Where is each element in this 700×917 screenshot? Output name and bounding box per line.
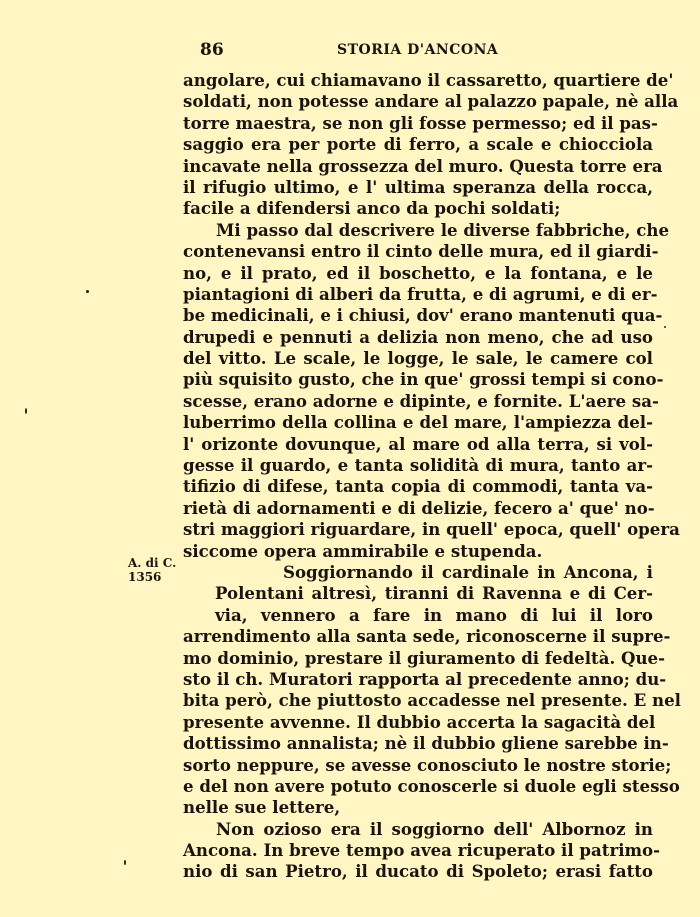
margin-note-label: A. di C. [128,556,177,570]
text-line: e del non avere potuto conoscerle si duole egli stesso [183,775,680,796]
ink-speck [25,408,27,414]
text-line: facile a difendersi anco da pochi soldati; [183,198,561,219]
text-line: Ancona. In breve tempo avea ricuperato il patrimo- [183,840,661,861]
body-text [183,70,681,883]
text-line: Soggiornando il cardinale in Ancona, i [283,561,653,582]
text-line: dottissimo annalista; nè il dubbio gliene sarebbe in- [183,733,669,754]
text-line: via, vennero a fare in mano di lui il loro [215,604,653,625]
text-line: Non ozioso era il soggiorno dell' Albornoz in [216,818,653,839]
text-line: piantagioni di alberi da frutta, e di agrumi, e di er- [183,283,658,304]
text-line: rietà di adornamenti e di delizie, fecero a' que' no- [183,497,655,518]
margin-note-year [128,556,176,584]
text-line: be medicinali, e i chiusi, dov' erano mantenuti qua- [183,305,663,326]
text-line: angolare, cui chiamavano il cassaretto, quartiere de' [183,70,674,90]
margin-note-year-value: 1356 [128,570,162,584]
text-line: mo dominio, prestare il giuramento di fedeltà. Que- [183,647,665,668]
text-line: luberrimo della collina e del mare, l'ampiezza del- [183,412,653,433]
text-line: stri maggiori riguardare, in quell' epoca, quell' opera [183,519,680,540]
text-line: del vitto. Le scale, le logge, le sale, le camere col [183,348,653,369]
text-line: presente avvenne. Il dubbio accerta la sagacità del [183,711,656,732]
text-line: gesse il guardo, e tanta solidità di mura, tanto ar- [183,455,653,476]
text-line: siccome opera ammirabile e stupenda. [183,540,543,561]
text-line: soldati, non potesse andare al palazzo papale, nè alla [183,91,679,112]
text-line: drupedi e pennuti a delizia non meno, che ad uso [183,326,653,347]
text-line: saggio era per porte di ferro, a scale e chiocciola [183,134,653,155]
text-line: sto il ch. Muratori rapporta al precedente anno; du- [183,668,667,689]
text-line: più squisito gusto, che in que' grossi tempi si cono- [183,369,664,390]
text-line: arrendimento alla santa sede, riconoscerne il supre- [183,626,671,647]
text-line: scesse, erano adorne e dipinte, e fornite. L'aere sa- [183,390,659,411]
running-title: STORIA D'ANCONA [337,42,499,58]
text-line: l' orizonte dovunque, al mare od alla terra, si vol- [183,433,653,454]
text-line: sorto neppure, se avesse conosciuto le nostre storie; [183,754,672,775]
text-line: Polentani altresì, tiranni di Ravenna e di Cer- [215,583,653,604]
ink-speck [124,860,126,865]
text-line: bita però, che piuttosto accadesse nel presente. E nel [183,690,681,711]
ink-speck [86,290,89,293]
text-line: Mi passo dal descrivere le diverse fabbriche, che [216,219,670,240]
text-line: nelle sue lettere, [183,797,341,818]
text-line: contenevansi entro il cinto delle mura, ed il giardi- [183,241,659,262]
text-line: il rifugio ultimo, e l' ultima speranza della rocca, [183,176,653,197]
ink-speck [664,326,666,328]
page-number: 86 [200,40,224,60]
text-line: nio di san Pietro, il ducato di Spoleto; erasi fatto [183,861,653,882]
text-line: incavate nella grossezza del muro. Questa torre era [183,155,663,176]
text-line: torre maestra, se non gli fosse permesso; ed il pas- [183,112,658,133]
text-line: no, e il prato, ed il boschetto, e la fontana, e le [183,262,653,283]
page-header [200,40,500,66]
text-line: tifizio di difese, tanta copia di commodi, tanta va- [183,476,653,497]
